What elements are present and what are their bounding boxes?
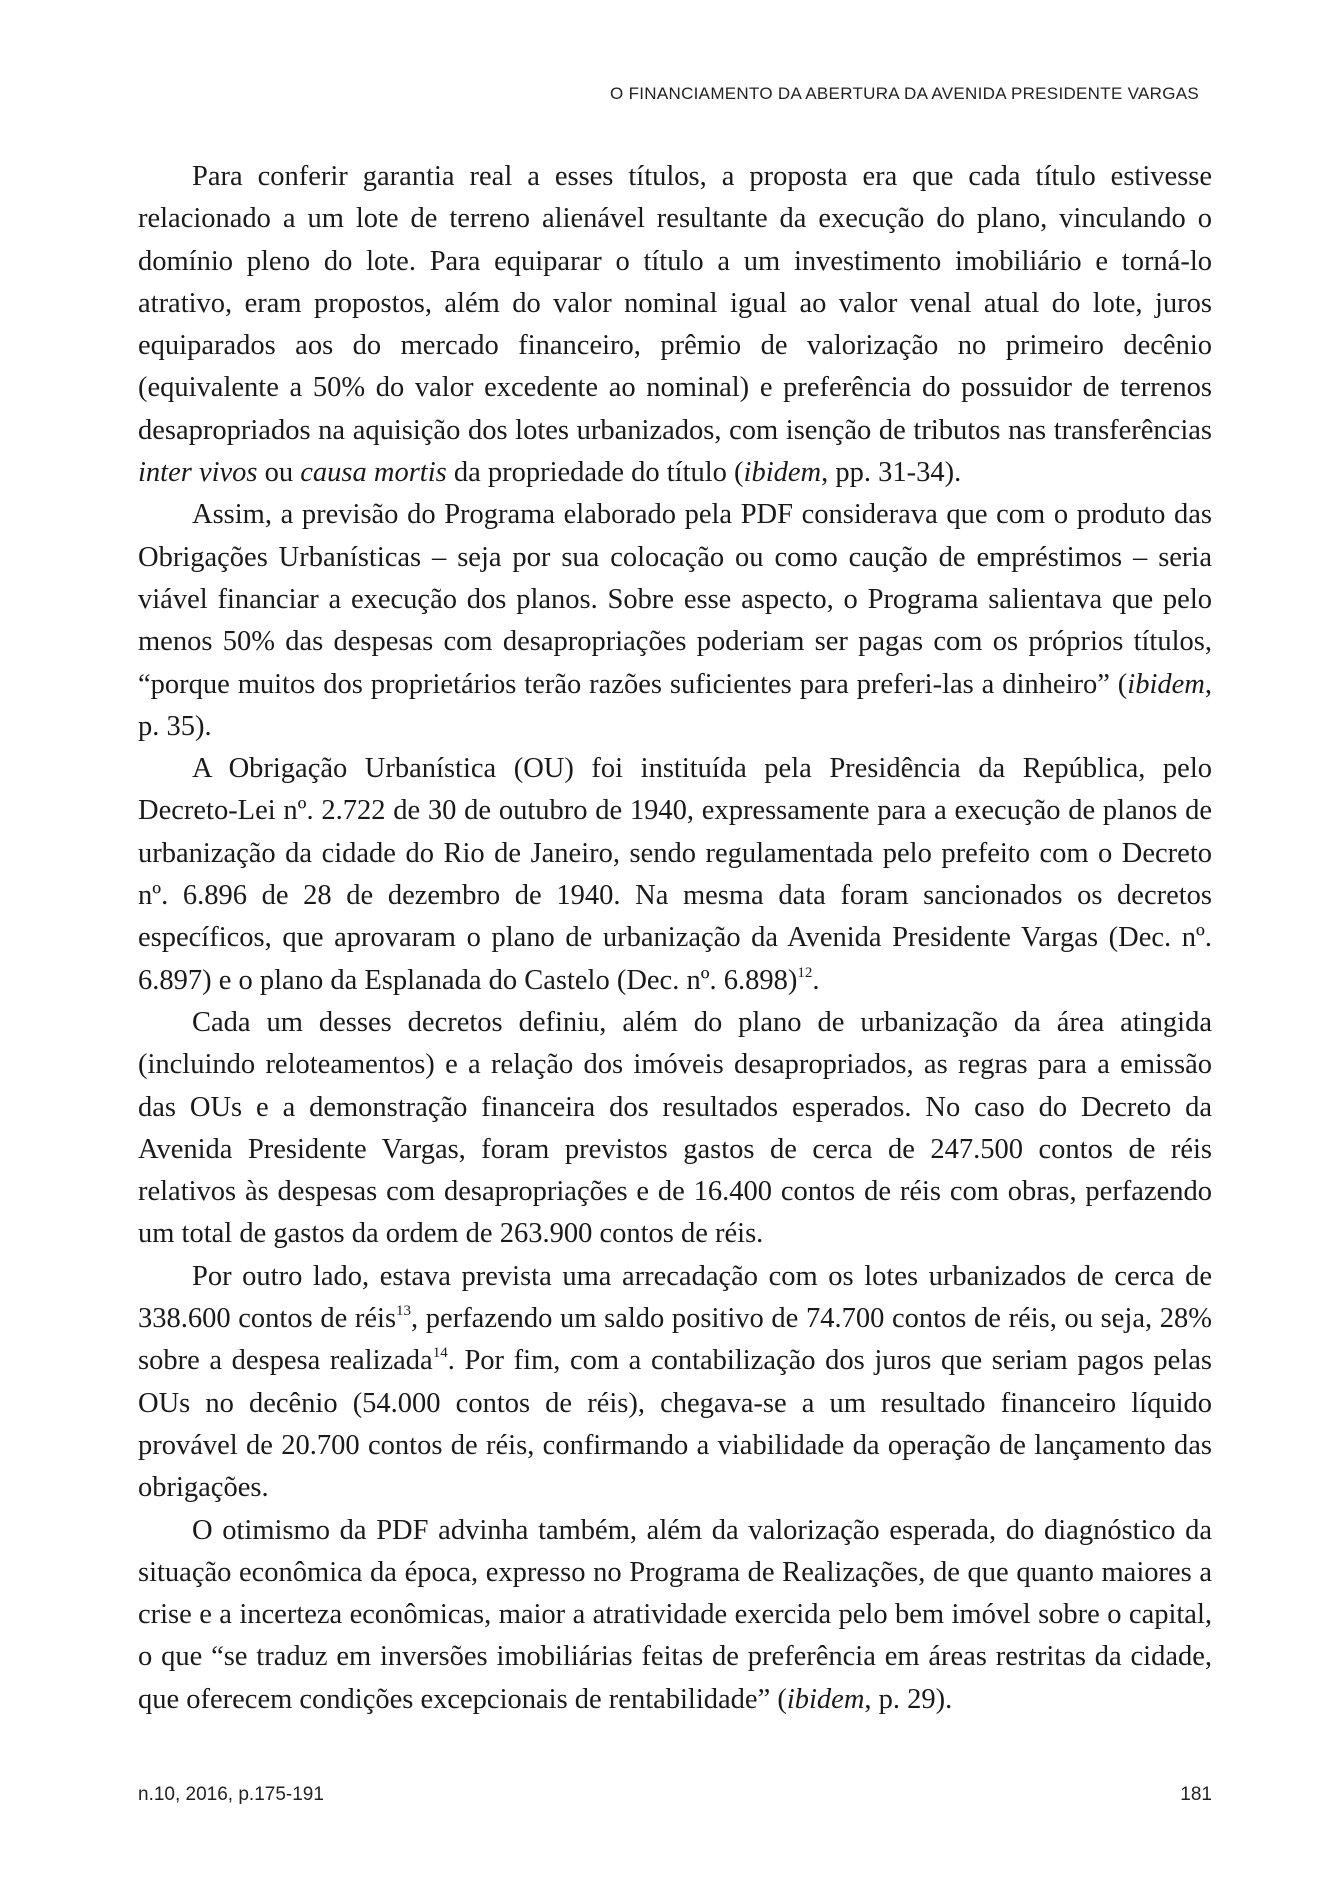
text-run: . xyxy=(812,964,820,996)
text-run: da propriedade do título ( xyxy=(446,457,744,489)
text-run: A Obrigação Urbanística (OU) foi instituída pela Presidência da República, pelo Decreto-Lei nº. 2.722 de 30 de outubro de 1940, expressamente para a execução de planos de urbanização da cidade do Rio de Janeiro, sendo regulamentada pelo prefeito com o Decreto nº. 6.896 de 28 de dezembro de 1940. Na mesma data foram sancionados os decretos específicos, que aprovaram o plano de urbanização da Avenida Presidente Vargas (Dec. nº. 6.897) e o plano da Esplanada do Castelo (Dec. nº. 6.898) xyxy=(138,753,1212,996)
text-run: O otimismo da PDF advinha também, além da valorização esperada, do diagnóstico da situação econômica da época, expresso no Programa de Realizações, de que quanto maiores a crise e a incerteza econômicas, maior a atratividade exercida pelo bem imóvel sobre o capital, o que “se traduz em inversões imobiliárias feitas de preferência em áreas restritas da cidade, que oferecem condições excepcionais de rentabilidade” ( xyxy=(138,1514,1212,1715)
italic-term: causa mortis xyxy=(300,457,447,489)
text-run: , pp. 31-34). xyxy=(821,457,962,489)
text-run: . Por fim, com a contabilização dos juros que seriam pagos pelas OUs no decênio (54.000 contos de réis), chegava-se a um resultado financeiro líquido provável de 20.700 contos de réis, confirmando a viabilidade da operação de lançamento das obrigações. xyxy=(138,1345,1212,1504)
paragraph-2 xyxy=(138,494,1212,748)
italic-citation: ibidem xyxy=(743,457,822,489)
italic-term: inter vivos xyxy=(138,457,258,489)
running-header: O FINANCIAMENTO DA ABERTURA DA AVENIDA PRESIDENTE VARGAS xyxy=(610,84,1199,103)
text-run: , p. 35). xyxy=(138,668,1212,742)
journal-citation: n.10, 2016, p.175-191 xyxy=(138,1784,324,1805)
footnote-ref: 14 xyxy=(432,1345,448,1362)
paragraph-4 xyxy=(138,1002,1212,1256)
footnote-ref: 13 xyxy=(396,1303,412,1320)
text-run: Por outro lado, estava prevista uma arrecadação com os lotes urbanizados de cerca de 338.600 contos de réis xyxy=(138,1260,1212,1335)
text-run: Cada um desses decretos definiu, além do plano de urbanização da área atingida (incluindo reloteamentos) e a relação dos imóveis desapropriados, as regras para a emissão das OUs e a demonstração financeira dos resultados esperados. No caso do Decreto da Avenida Presidente Vargas, foram previstos gastos de cerca de 247.500 contos de réis relativos às despesas com desapropriações e de 16.400 contos de réis com obras, perfazendo um total de gastos da ordem de 263.900 contos de réis. xyxy=(138,1006,1212,1250)
text-run: Assim, a previsão do Programa elaborado pela PDF considerava que com o produto das Obrigações Urbanísticas – seja por sua colocação ou como caução de empréstimos – seria viável financiar a execução dos planos. Sobre esse aspecto, o Programa salientava que pelo menos 50% das despesas com desapropriações poderiam ser pagas com os próprios títulos, “porque muitos dos proprietários terão razões suficientes para preferi-las a dinheiro” ( xyxy=(138,499,1212,700)
text-run: ou xyxy=(257,457,301,489)
text-run: Para conferir garantia real a esses títulos, a proposta era que cada título estivesse relacionado a um lote de terreno alienável resultante da execução do plano, vinculando o domínio pleno do lote. Para equiparar o título a um investimento imobiliário e torná-lo atrativo, eram propostos, além do valor nominal igual ao valor venal atual do lote, juros equiparados aos do mercado financeiro, prêmio de valorização no primeiro decênio (equivalente a 50% do valor excedente ao nominal) e preferência do possuidor de terrenos desapropriados na aquisição dos lotes urbanizados, com isenção de tributos nas transferências xyxy=(138,161,1212,446)
text-run: , perfazendo um saldo positivo de 74.700 contos de réis, ou seja, 28% sobre a despesa realizada xyxy=(138,1303,1212,1377)
paragraph-1 xyxy=(138,156,1212,494)
text-run: , p. 29). xyxy=(864,1683,953,1715)
paragraph-5 xyxy=(138,1256,1212,1510)
footnote-ref: 12 xyxy=(797,964,813,981)
paragraph-6 xyxy=(138,1510,1212,1721)
page-number: 181 xyxy=(1180,1784,1212,1805)
body-text xyxy=(138,156,1212,1721)
italic-citation: ibidem xyxy=(1127,668,1205,700)
italic-citation: ibidem xyxy=(786,1683,865,1715)
paragraph-3 xyxy=(138,748,1212,1002)
